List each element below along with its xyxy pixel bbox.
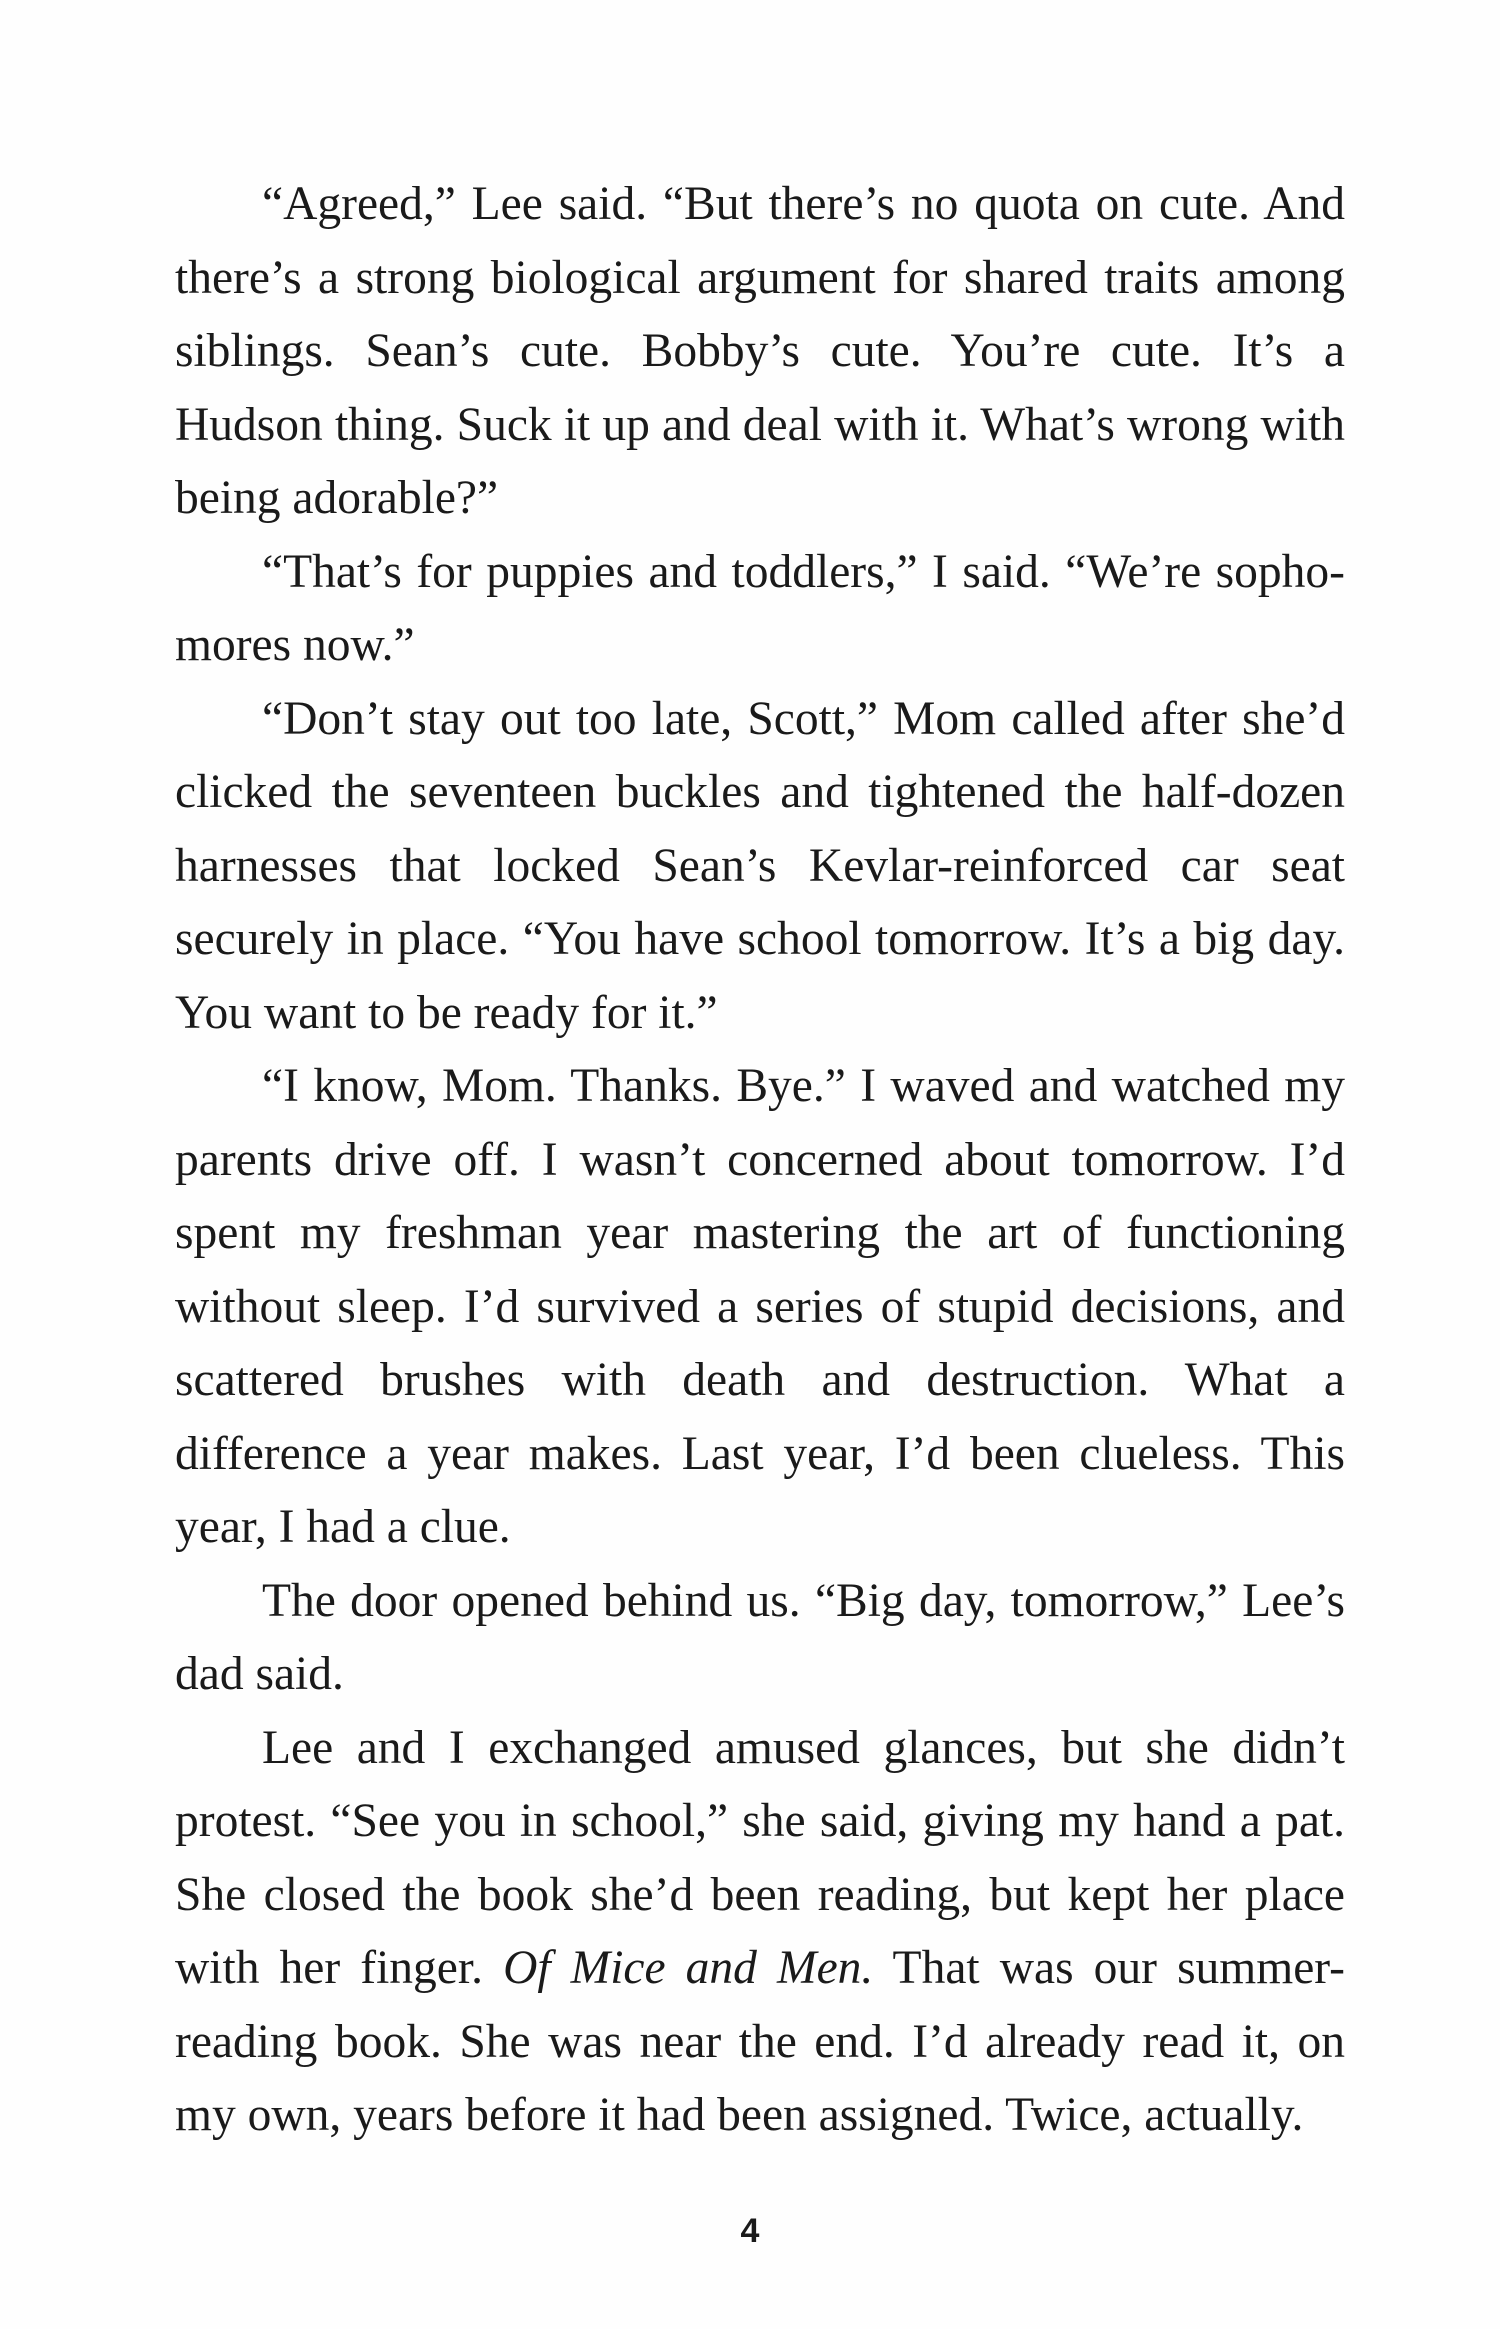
paragraph-5: The door opened behind us. “Big day, tomorrow,” Lee’s dad said. [175, 1574, 1345, 1700]
book-title-italic: Of Mice and Men. [503, 1942, 874, 1994]
paragraph-4: “I know, Mom. Thanks. Bye.” I waved and watched my parents drive off. I wasn’t concerned about tomorrow. I’d spent my freshman year mastering the art of functioning without sleep. I’d survived a series of stupid decisions, and scattered brushes with death and destruction. What a difference a year makes. Last year, I’d been clueless. This year, I had a clue. [175, 1060, 1345, 1553]
paragraph-1: “Agreed,” Lee said. “But there’s no quota on cute. And there’s a strong biological argument for shared traits among siblings. Sean’s cute. Bobby’s cute. You’re cute. It’s a Hudson thing. Suck it up and deal with it. What’s wrong with being adorable?” [175, 178, 1345, 524]
paragraph-6 [175, 1712, 1345, 2153]
paragraph-3: “Don’t stay out too late, Scott,” Mom called after she’d clicked the seventeen buckles and tightened the half-dozen harnesses that locked Sean’s Kevlar-reinforced car seat securely in place. “You have school tomorrow. It’s a big day. You want to be ready for it.” [175, 692, 1345, 1039]
body-text [175, 168, 1345, 2153]
page-number: 4 [740, 2212, 760, 2250]
paragraph-6-start: Lee and I exchanged amused glances, but she didn’t protest. “See you in school,” she said, giving my hand a pat. She closed the book she’d been reading, but kept her place with her finger. [175, 1721, 1345, 1994]
paragraph-2: “That’s for puppies and toddlers,” I said. “We’re sophomores now.” [175, 545, 1345, 671]
paragraph-6-end: That was our summer-reading book. She was near the end. I’d already read it, on my own, years before it had been assigned. Twice, actually. [175, 1942, 1345, 2141]
